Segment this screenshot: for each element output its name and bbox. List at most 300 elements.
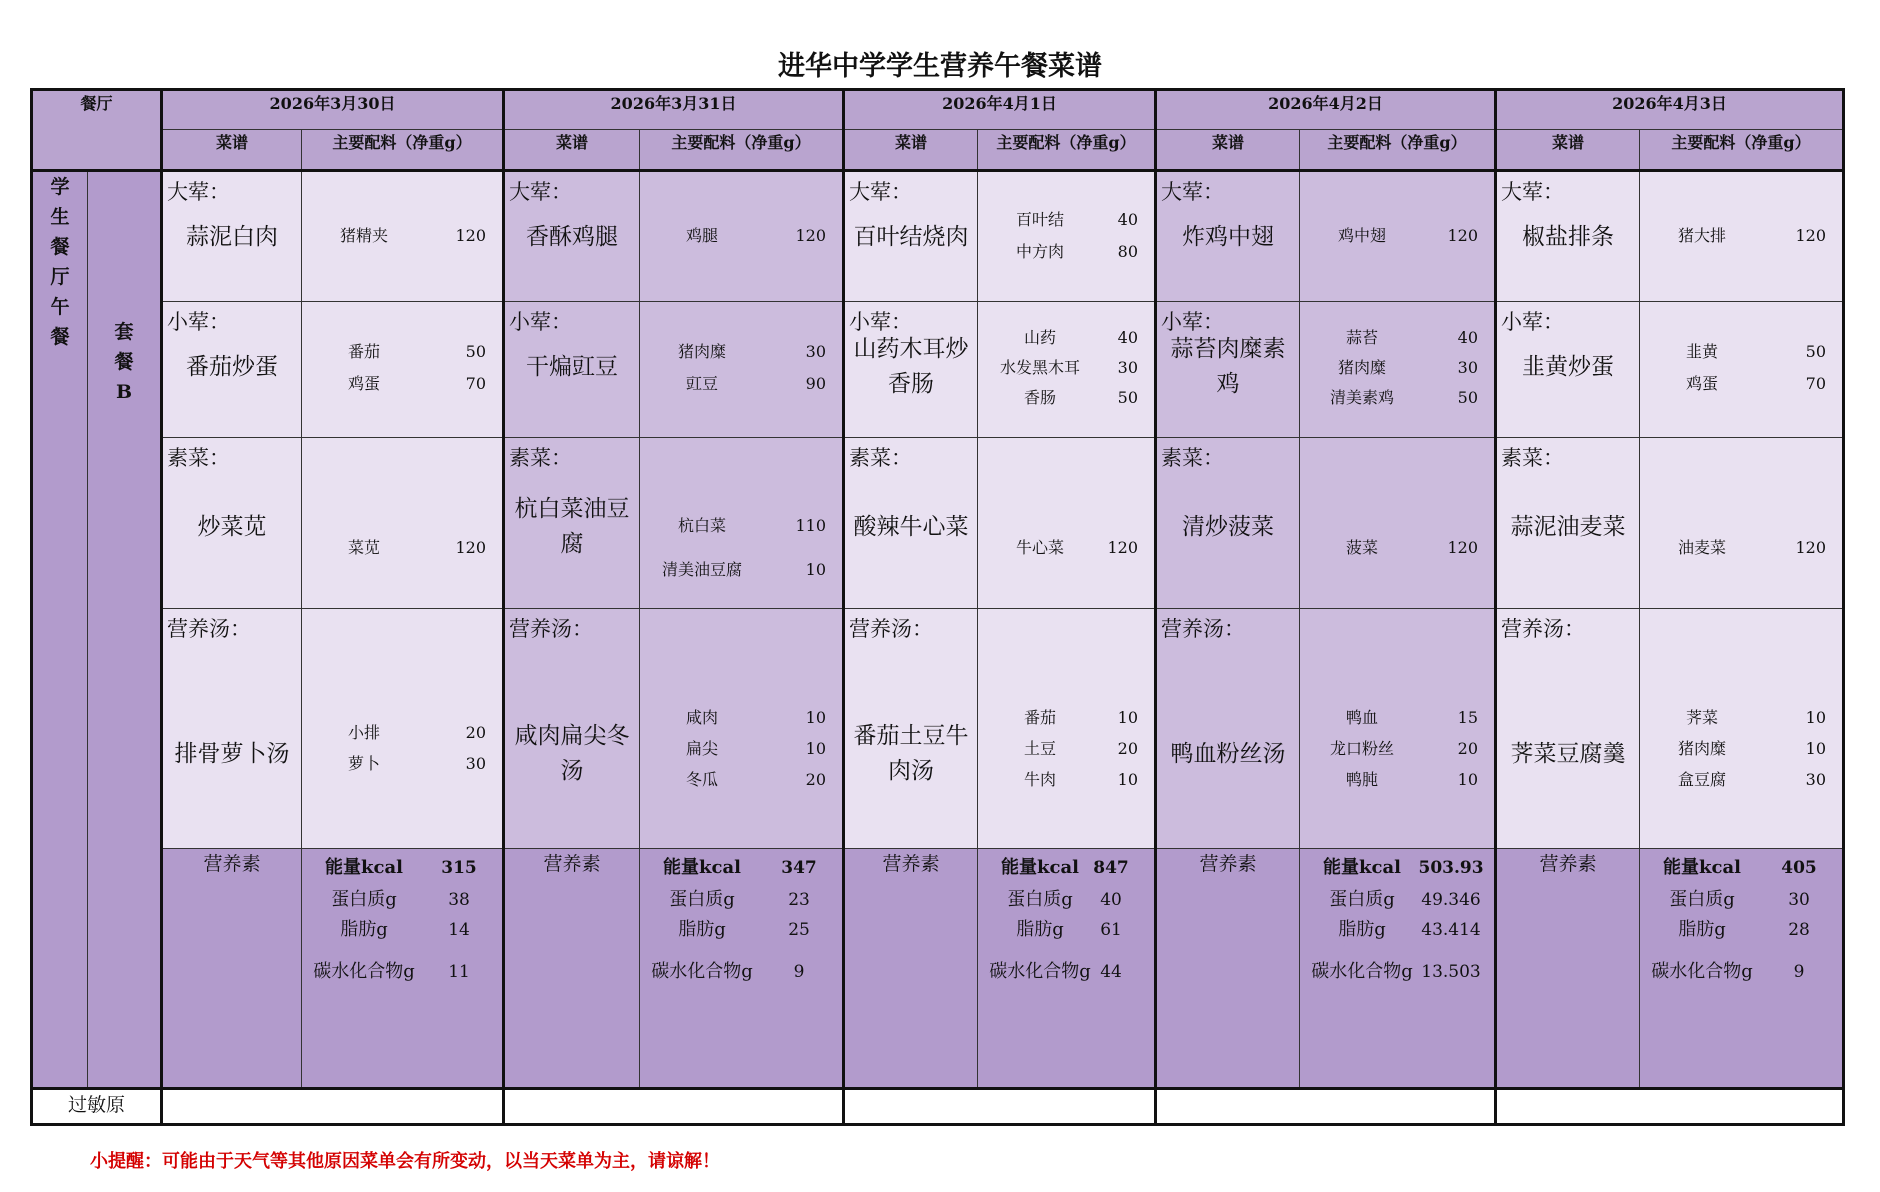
dish-cell — [504, 302, 640, 438]
ingredients-cell-inner — [978, 438, 1154, 606]
ingredient-quantity: 40 — [1457, 328, 1479, 348]
dish-name: 排骨萝卜汤 — [174, 740, 290, 767]
ingredient-quantity: 10 — [1117, 707, 1139, 727]
ingredients-cell — [302, 302, 504, 438]
dish-cell-inner — [505, 438, 639, 606]
nutrient-value: 13.503 — [1421, 961, 1481, 982]
dish-name: 鸡 — [1216, 371, 1240, 398]
nutrient-value: 315 — [441, 857, 477, 878]
category-label: 大荤： — [1501, 179, 1565, 204]
ingredient-row — [1640, 370, 1842, 398]
dish-cell-inner — [845, 438, 977, 606]
nutrient-values-inner — [640, 849, 842, 1084]
dish-name: 炸鸡中翅 — [1182, 223, 1275, 250]
ingredient-name: 土豆 — [1024, 738, 1057, 758]
ingredients-cell-inner — [302, 609, 502, 845]
menu-column-header: 菜谱 — [1496, 130, 1640, 170]
dish-name: 山药木耳炒 — [853, 336, 969, 363]
allergen-cell — [1156, 1088, 1496, 1124]
ingredients-cell-inner — [978, 172, 1154, 300]
ingredient-row — [640, 370, 842, 398]
ingredient-row — [1640, 338, 1842, 366]
nutrient-value: 9 — [793, 961, 805, 982]
dish-name: 番茄炒蛋 — [186, 354, 279, 381]
nutrient-values-cell — [1300, 848, 1496, 1088]
ingredient-quantity: 30 — [1805, 769, 1827, 789]
ingredients-cell — [1300, 302, 1496, 438]
nutrient-value: 11 — [448, 961, 470, 982]
ingredient-quantity: 10 — [1457, 769, 1479, 789]
dish-cell-inner — [505, 609, 639, 845]
ingredient-name: 番茄 — [1024, 707, 1057, 727]
nutrient-row — [978, 853, 1154, 883]
dish-cell — [504, 608, 640, 848]
ingredient-row — [1640, 735, 1842, 763]
dish-name: 腐 — [560, 531, 584, 558]
side-char: 生 — [50, 205, 70, 228]
set-b-label-text — [113, 317, 135, 407]
ingredient-name: 猪肉糜 — [1678, 738, 1727, 758]
ingredient-name: 香肠 — [1024, 388, 1057, 408]
nutrient-values-inner — [302, 849, 502, 1084]
allergen-cell — [162, 1088, 504, 1124]
dish-cell — [162, 170, 302, 302]
ingredient-name: 菠菜 — [1346, 538, 1379, 558]
dish-cell — [844, 608, 978, 848]
ingredient-row — [978, 384, 1154, 412]
category-label: 营养汤： — [167, 616, 252, 641]
ingredients-cell-inner — [302, 438, 502, 606]
nutrient-name: 蛋白质g — [669, 888, 735, 910]
ingredient-row — [978, 238, 1154, 266]
ingredient-quantity: 90 — [805, 374, 827, 394]
category-label: 大荤： — [167, 179, 231, 204]
ingredient-row — [1300, 534, 1494, 562]
ingredient-name: 鸡腿 — [686, 225, 719, 245]
ingredients-cell — [302, 608, 504, 848]
nutrient-name: 能量kcal — [663, 856, 741, 878]
ingredients-cell — [978, 170, 1156, 302]
nutrient-row — [1300, 957, 1494, 987]
dish-name: 百叶结烧肉 — [853, 223, 969, 250]
nutrient-row — [1640, 885, 1842, 915]
ingredient-row — [302, 534, 502, 562]
nutrient-name: 碳水化合物g — [651, 960, 753, 982]
allergen-cell — [844, 1088, 1156, 1124]
dish-name: 蒜泥油麦菜 — [1510, 514, 1626, 541]
ingredient-row — [978, 766, 1154, 794]
dish-name: 清炒菠菜 — [1182, 514, 1275, 541]
dish-name: 杭白菜油豆 — [514, 496, 630, 523]
ingredient-quantity: 120 — [1795, 538, 1827, 558]
ingredient-quantity: 10 — [805, 707, 827, 727]
ingredient-quantity: 50 — [1457, 388, 1479, 408]
ingredients-cell-inner — [302, 172, 502, 300]
ingredient-quantity: 30 — [1457, 358, 1479, 378]
dish-cell — [1156, 608, 1300, 848]
nutrient-row — [1640, 915, 1842, 945]
nutrient-value: 25 — [788, 919, 810, 940]
ingredient-name: 番茄 — [348, 342, 381, 362]
ingredient-row — [1640, 766, 1842, 794]
dish-cell-inner — [845, 609, 977, 845]
dish-cell-inner — [163, 302, 301, 435]
dish-cell-inner — [1157, 609, 1299, 845]
dish-name: 香肠 — [888, 371, 935, 398]
nutrient-name: 能量kcal — [325, 856, 403, 878]
dish-cell-inner — [1157, 302, 1299, 435]
ingredient-quantity: 30 — [805, 342, 827, 362]
nutrient-label: 营养素 — [1496, 848, 1640, 1088]
ingredient-quantity: 15 — [1457, 707, 1479, 727]
ingredient-quantity: 120 — [1107, 538, 1139, 558]
ingredient-quantity: 70 — [465, 374, 487, 394]
ingredients-cell — [302, 170, 504, 302]
category-label: 大荤： — [509, 179, 573, 204]
nutrient-row — [640, 915, 842, 945]
dish-cell — [1156, 438, 1300, 609]
ingredients-column-header: 主要配料（净重g） — [640, 130, 844, 170]
ingredients-cell — [640, 608, 844, 848]
side-char: 餐 — [50, 325, 70, 348]
ingredients-cell — [640, 170, 844, 302]
ingredients-cell-inner — [302, 302, 502, 435]
ingredients-cell-inner — [640, 438, 842, 606]
ingredients-cell-inner — [1300, 172, 1494, 300]
ingredients-column-header: 主要配料（净重g） — [302, 130, 504, 170]
ingredient-quantity: 120 — [1795, 225, 1827, 245]
ingredient-quantity: 30 — [465, 754, 487, 774]
ingredient-row — [978, 324, 1154, 352]
nutrient-value: 503.93 — [1418, 857, 1484, 878]
ingredient-quantity: 20 — [1117, 738, 1139, 758]
reminder-note: 小提醒：可能由于天气等其他原因菜单会有所变动，以当天菜单为主，请谅解！ — [90, 1151, 720, 1172]
ingredient-quantity: 10 — [1805, 707, 1827, 727]
ingredients-cell-inner — [1640, 609, 1842, 845]
nutrient-value: 14 — [448, 919, 470, 940]
set-b-label — [88, 170, 162, 1088]
nutrient-value: 38 — [448, 889, 470, 910]
ingredient-row — [1300, 222, 1494, 250]
ingredient-name: 清美素鸡 — [1330, 388, 1395, 408]
nutrient-row — [1300, 885, 1494, 915]
category-label: 小荤： — [167, 310, 231, 335]
dish-cell-inner — [1497, 609, 1639, 845]
menu-column-header: 菜谱 — [162, 130, 302, 170]
ingredient-name: 冬瓜 — [686, 769, 719, 789]
ingredients-cell — [302, 438, 504, 609]
category-label: 小荤： — [1501, 310, 1565, 335]
nutrient-name: 蛋白质g — [1329, 888, 1395, 910]
nutrient-name: 能量kcal — [1323, 856, 1401, 878]
dish-cell — [162, 302, 302, 438]
ingredient-row — [978, 206, 1154, 234]
dish-cell — [844, 438, 978, 609]
canteen-header: 餐厅 — [32, 90, 162, 171]
ingredient-quantity: 20 — [1457, 738, 1479, 758]
ingredients-cell-inner — [1640, 302, 1842, 435]
ingredients-cell — [1300, 608, 1496, 848]
ingredient-row — [302, 338, 502, 366]
ingredients-cell — [1640, 608, 1844, 848]
ingredients-cell — [640, 438, 844, 609]
ingredient-row — [978, 534, 1154, 562]
side-char: 厅 — [50, 265, 70, 288]
dish-name: 椒盐排条 — [1522, 223, 1615, 250]
nutrient-row — [302, 853, 502, 883]
ingredient-row — [1300, 354, 1494, 382]
allergen-cell — [504, 1088, 844, 1124]
ingredient-name: 猪大排 — [1678, 225, 1727, 245]
dish-name: 鸭血粉丝汤 — [1170, 740, 1286, 767]
category-label: 素菜： — [849, 446, 913, 471]
nutrient-row — [978, 885, 1154, 915]
category-label: 素菜： — [1161, 446, 1225, 471]
nutrient-value: 61 — [1100, 919, 1122, 940]
side-char: B — [115, 380, 133, 403]
ingredient-row — [1300, 324, 1494, 352]
ingredient-name: 牛肉 — [1024, 769, 1057, 789]
lunch-label-text — [49, 172, 71, 352]
ingredient-name: 鸭血 — [1346, 707, 1379, 727]
category-label: 小荤： — [509, 310, 573, 335]
category-label: 营养汤： — [1161, 616, 1246, 641]
nutrient-value: 9 — [1793, 961, 1805, 982]
table-row — [32, 1088, 1844, 1124]
dish-cell — [844, 170, 978, 302]
menu-column-header: 菜谱 — [844, 130, 978, 170]
nutrient-name: 能量kcal — [1663, 856, 1741, 878]
allergen-label: 过敏原 — [32, 1088, 162, 1124]
nutrient-name: 脂肪g — [1016, 918, 1064, 940]
ingredient-name: 中方肉 — [1016, 241, 1065, 261]
ingredient-row — [1640, 222, 1842, 250]
nutrient-row — [1300, 915, 1494, 945]
nutrient-value: 23 — [788, 889, 810, 910]
category-label: 营养汤： — [509, 616, 594, 641]
category-label: 素菜： — [1501, 446, 1565, 471]
category-label: 小荤： — [1161, 310, 1225, 335]
dish-cell-inner — [163, 609, 301, 845]
dish-cell-inner — [163, 438, 301, 606]
dish-cell-inner — [1157, 438, 1299, 606]
ingredient-name: 鸡蛋 — [348, 374, 381, 394]
date-header: 2026年3月31日 — [504, 90, 844, 130]
category-label: 营养汤： — [1501, 616, 1586, 641]
ingredient-name: 山药 — [1024, 328, 1057, 348]
ingredient-name: 韭黄 — [1686, 342, 1719, 362]
nutrient-name: 脂肪g — [1338, 918, 1386, 940]
dish-name: 肉汤 — [888, 757, 935, 784]
ingredients-cell — [978, 302, 1156, 438]
nutrient-name: 脂肪g — [1678, 918, 1726, 940]
ingredients-cell — [1300, 438, 1496, 609]
dish-cell-inner — [163, 172, 301, 300]
nutrient-name: 蛋白质g — [1669, 888, 1735, 910]
ingredients-column-header: 主要配料（净重g） — [1640, 130, 1844, 170]
ingredient-row — [978, 735, 1154, 763]
nutrient-values-cell — [1640, 848, 1844, 1088]
ingredient-name: 鸭肫 — [1346, 769, 1379, 789]
ingredients-cell — [1300, 170, 1496, 302]
menu-table — [30, 88, 1845, 1126]
ingredient-row — [1640, 534, 1842, 562]
ingredient-name: 油麦菜 — [1678, 538, 1727, 558]
ingredient-row — [640, 556, 842, 584]
ingredient-quantity: 70 — [1805, 374, 1827, 394]
dish-cell-inner — [1497, 302, 1639, 435]
dish-cell — [1496, 608, 1640, 848]
ingredients-cell — [1640, 438, 1844, 609]
ingredient-name: 蒜苔 — [1346, 328, 1379, 348]
dish-cell — [1156, 302, 1300, 438]
ingredient-name: 清美油豆腐 — [662, 560, 743, 580]
ingredient-row — [302, 370, 502, 398]
ingredient-name: 小排 — [348, 723, 381, 743]
nutrient-row — [978, 957, 1154, 987]
nutrient-name: 碳水化合物g — [1311, 960, 1413, 982]
nutrient-value: 405 — [1781, 857, 1817, 878]
ingredients-cell — [1640, 302, 1844, 438]
dish-name: 韭黄炒蛋 — [1522, 354, 1615, 381]
ingredient-quantity: 80 — [1117, 241, 1139, 261]
table-row — [32, 608, 1844, 848]
nutrient-label: 营养素 — [504, 848, 640, 1088]
ingredient-name: 猪精夹 — [340, 225, 389, 245]
nutrient-name: 碳水化合物g — [313, 960, 415, 982]
nutrient-row — [640, 885, 842, 915]
ingredient-quantity: 120 — [1447, 538, 1479, 558]
nutrient-row — [978, 915, 1154, 945]
lunch-label — [32, 170, 88, 1088]
ingredient-row — [302, 719, 502, 747]
dish-name: 番茄土豆牛 — [853, 722, 969, 749]
nutrient-values-cell — [978, 848, 1156, 1088]
ingredient-row — [1300, 384, 1494, 412]
ingredient-quantity: 120 — [455, 538, 487, 558]
nutrient-values-cell — [640, 848, 844, 1088]
ingredient-name: 龙口粉丝 — [1330, 738, 1395, 758]
ingredient-row — [640, 766, 842, 794]
nutrient-value: 28 — [1788, 919, 1810, 940]
ingredient-name: 豇豆 — [686, 374, 719, 394]
dish-cell — [162, 438, 302, 609]
ingredient-quantity: 20 — [465, 723, 487, 743]
dish-cell — [504, 170, 640, 302]
dish-name: 香酥鸡腿 — [526, 223, 619, 250]
ingredient-row — [640, 338, 842, 366]
nutrient-value: 30 — [1788, 889, 1810, 910]
ingredient-name: 牛心菜 — [1016, 538, 1065, 558]
ingredients-cell-inner — [640, 302, 842, 435]
category-label: 营养汤： — [849, 616, 934, 641]
dish-cell-inner — [505, 172, 639, 300]
ingredient-name: 盒豆腐 — [1678, 769, 1727, 789]
category-label: 素菜： — [509, 446, 573, 471]
dish-cell-inner — [845, 172, 977, 300]
ingredient-quantity: 120 — [455, 225, 487, 245]
side-char: 午 — [50, 295, 70, 318]
side-char: 套 — [114, 320, 134, 343]
ingredient-quantity: 10 — [1805, 738, 1827, 758]
date-header: 2026年4月1日 — [844, 90, 1156, 130]
ingredient-row — [302, 750, 502, 778]
dish-name: 酸辣牛心菜 — [853, 514, 969, 541]
ingredient-row — [1300, 704, 1494, 732]
nutrient-row — [640, 853, 842, 883]
ingredients-cell-inner — [1300, 609, 1494, 845]
ingredient-row — [1640, 704, 1842, 732]
dish-cell — [504, 438, 640, 609]
date-header: 2026年4月3日 — [1496, 90, 1844, 130]
menu-column-header: 菜谱 — [1156, 130, 1300, 170]
dish-cell — [1496, 302, 1640, 438]
ingredients-cell — [978, 608, 1156, 848]
nutrient-name: 碳水化合物g — [989, 960, 1091, 982]
category-label: 大荤： — [1161, 179, 1225, 204]
nutrient-value: 847 — [1093, 857, 1129, 878]
table-row — [32, 130, 1844, 170]
dish-cell — [1496, 438, 1640, 609]
nutrient-row — [302, 885, 502, 915]
nutrient-values-inner — [978, 849, 1154, 1084]
category-label: 小荤： — [849, 310, 913, 335]
ingredient-name: 萝卜 — [348, 754, 381, 774]
allergen-cell — [1496, 1088, 1844, 1124]
ingredient-row — [640, 222, 842, 250]
table-row — [32, 438, 1844, 609]
table-row — [32, 302, 1844, 438]
dish-cell — [1496, 170, 1640, 302]
category-label: 素菜： — [167, 446, 231, 471]
date-header: 2026年4月2日 — [1156, 90, 1496, 130]
ingredient-quantity: 110 — [795, 516, 827, 536]
ingredient-row — [978, 354, 1154, 382]
table-row — [32, 90, 1844, 130]
ingredient-quantity: 50 — [1805, 342, 1827, 362]
ingredient-name: 荠菜 — [1686, 707, 1719, 727]
dish-cell-inner — [1497, 172, 1639, 300]
nutrient-name: 脂肪g — [340, 918, 388, 940]
ingredient-row — [640, 735, 842, 763]
ingredient-name: 鸡中翅 — [1338, 225, 1387, 245]
dish-name: 咸肉扁尖冬 — [514, 722, 630, 749]
nutrient-value: 44 — [1100, 961, 1122, 982]
dish-cell — [1156, 170, 1300, 302]
nutrient-label: 营养素 — [162, 848, 302, 1088]
nutrient-name: 蛋白质g — [1007, 888, 1073, 910]
ingredient-name: 百叶结 — [1016, 209, 1065, 229]
ingredients-cell-inner — [978, 609, 1154, 845]
dish-cell-inner — [1157, 172, 1299, 300]
table-row — [32, 848, 1844, 1088]
dish-name: 蒜苔肉糜素 — [1170, 336, 1286, 363]
ingredients-cell-inner — [1640, 172, 1842, 300]
ingredients-cell — [978, 438, 1156, 609]
ingredient-quantity: 10 — [1117, 769, 1139, 789]
side-char: 餐 — [50, 235, 70, 258]
nutrient-name: 蛋白质g — [331, 888, 397, 910]
date-header: 2026年3月30日 — [162, 90, 504, 130]
dish-cell-inner — [845, 302, 977, 435]
ingredients-column-header: 主要配料（净重g） — [1300, 130, 1496, 170]
ingredient-name: 咸肉 — [686, 707, 719, 727]
nutrient-value: 43.414 — [1421, 919, 1481, 940]
ingredient-name: 水发黑木耳 — [1000, 358, 1081, 378]
dish-name: 炒菜苋 — [197, 514, 267, 541]
nutrient-value: 49.346 — [1421, 889, 1481, 910]
nutrient-values-cell — [302, 848, 504, 1088]
